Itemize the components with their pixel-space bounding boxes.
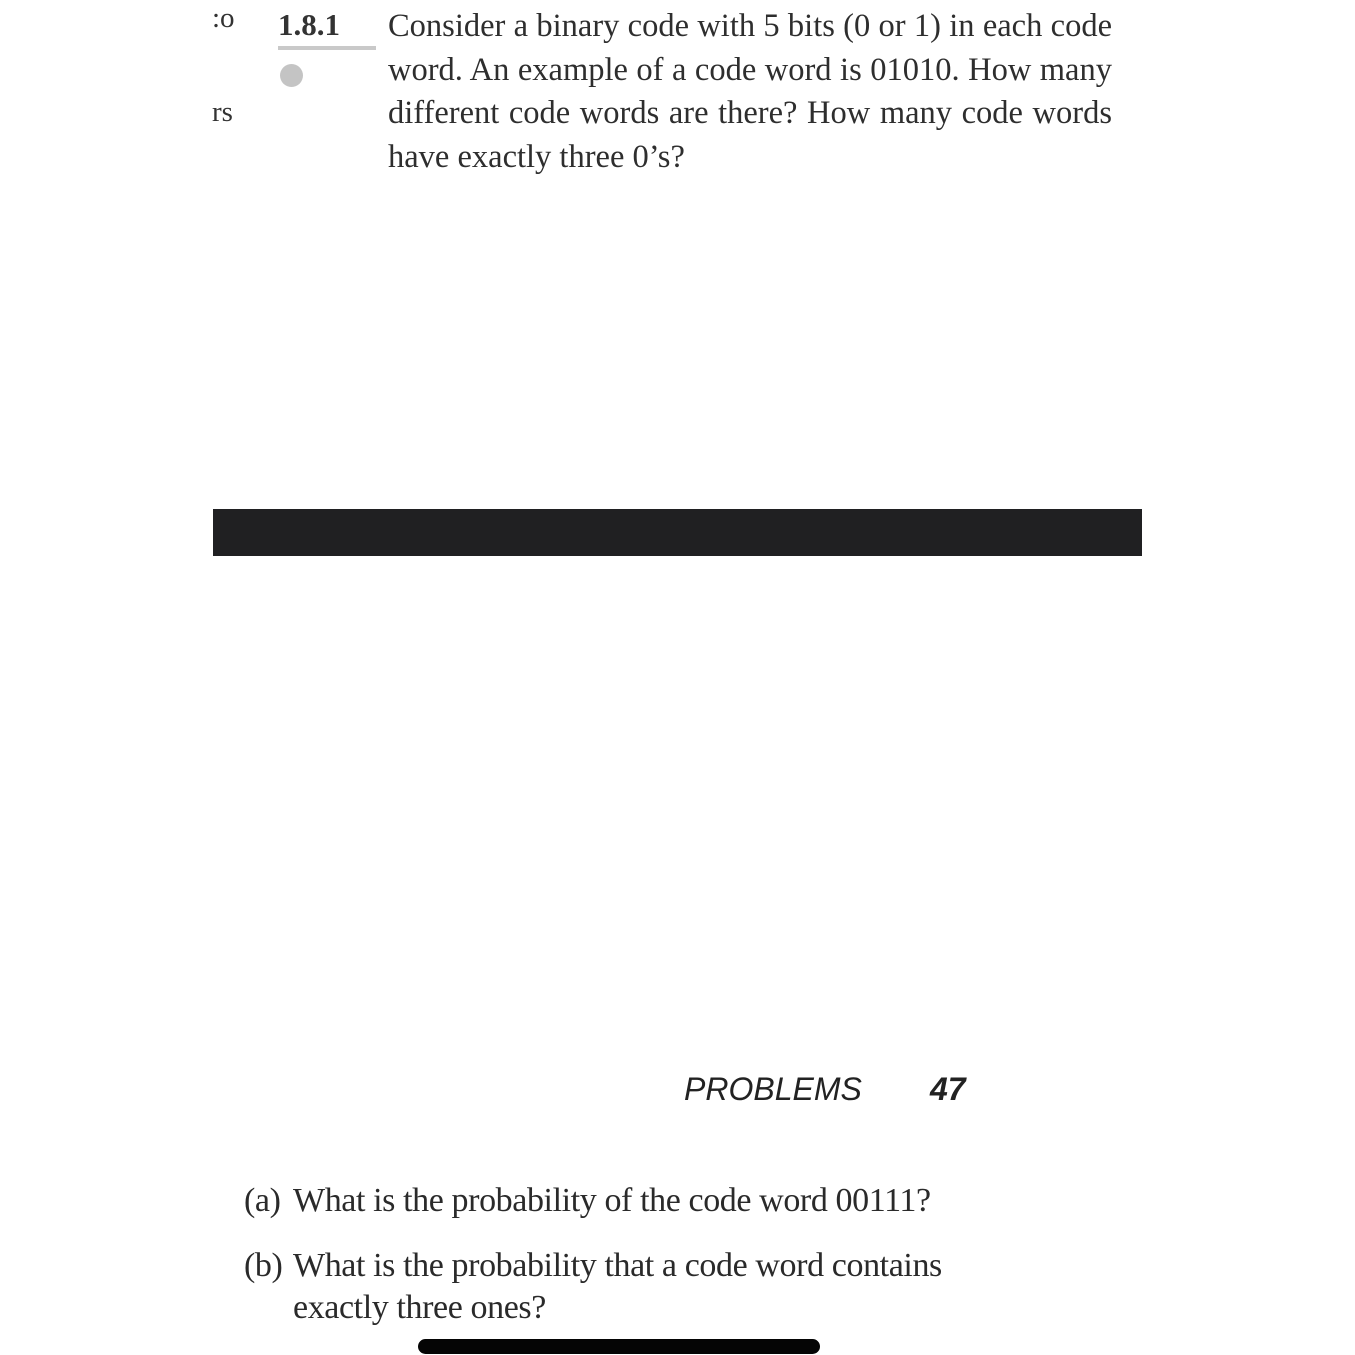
problem-number-underline (278, 46, 376, 50)
redaction-bar (213, 509, 1142, 556)
home-indicator[interactable] (418, 1339, 820, 1354)
question-b-text-line2: exactly three ones? (293, 1289, 546, 1326)
problem-text: Consider a binary code with 5 bits (0 or 1) in each code word. An example of a code word is 01010. How many different code words are there? How many code words have exactly three 0’s? (388, 8, 1112, 176)
page-number: 47 (930, 1071, 966, 1107)
problem-number: 1.8.1 (278, 7, 340, 42)
question-b-label: (b) (244, 1247, 283, 1284)
question-a (244, 1180, 984, 1222)
difficulty-dot-icon (280, 64, 303, 87)
running-head-section: PROBLEMS (684, 1071, 862, 1107)
question-a-text: What is the probability of the code word 00111? (293, 1182, 931, 1219)
margin-text-fragment-middle: rs (212, 96, 233, 128)
question-b (244, 1245, 984, 1329)
question-a-label: (a) (244, 1182, 281, 1219)
question-b-text-line1: What is the probability that a code word contains (293, 1247, 942, 1284)
margin-text-fragment-top: :o (212, 2, 235, 34)
